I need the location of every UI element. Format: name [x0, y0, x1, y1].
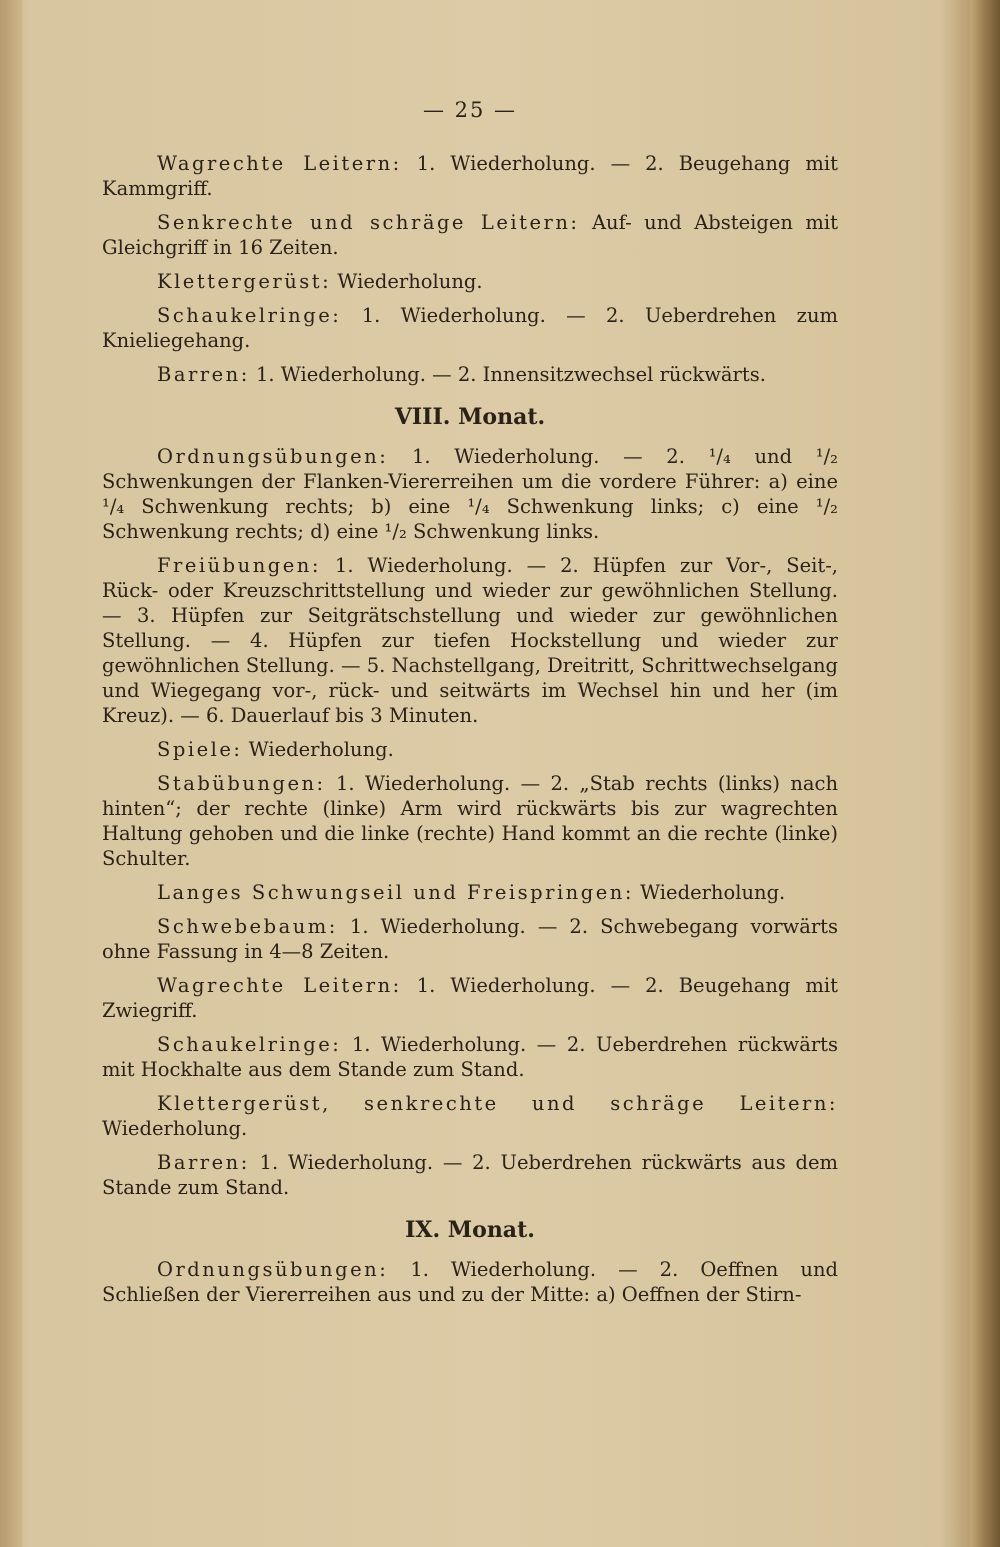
exercise-paragraph — [102, 210, 838, 260]
section-heading: IX. Monat. — [405, 1217, 535, 1243]
exercise-paragraph — [102, 973, 838, 1023]
sections-container — [102, 151, 838, 1307]
exercise-term: Schaukelringe: — [157, 304, 342, 327]
exercise-paragraph — [102, 1150, 838, 1200]
exercise-paragraph — [102, 771, 838, 871]
exercise-term: Klettergerüst: — [157, 270, 332, 293]
exercise-term: Barren: — [157, 363, 250, 386]
exercise-paragraph — [102, 880, 838, 905]
exercise-term: Klettergerüst, senkrechte und schräge Leitern: — [157, 1092, 838, 1115]
section — [102, 151, 838, 387]
exercise-term: Schaukelringe: — [157, 1033, 342, 1056]
exercise-term: Stabübungen: — [157, 772, 326, 795]
exercise-paragraph — [102, 1091, 838, 1141]
exercise-paragraph — [102, 553, 838, 728]
exercise-term: Barren: — [157, 1151, 250, 1174]
page-binding-edge — [0, 0, 22, 1547]
exercise-text: 1. Wiederholung. — 2. Ueberdrehen zum Knieliegehang. — [102, 304, 838, 352]
exercise-paragraph — [102, 151, 838, 201]
section-heading: VIII. Monat. — [394, 404, 546, 430]
exercise-term: Senkrechte und schräge Leitern: — [157, 211, 580, 234]
exercise-term: Wagrechte Leitern: — [157, 152, 402, 175]
exercise-paragraph — [102, 303, 838, 353]
exercise-paragraph — [102, 1032, 838, 1082]
exercise-term: Spiele: — [157, 738, 243, 761]
exercise-text: 1. Wiederholung. — 2. Beugehang mit Zwiegriff. — [102, 974, 838, 1022]
exercise-text: 1. Wiederholung. — 2. ¹/₄ und ¹/₂ Schwenkungen der Flanken-Viererreihen um die vordere Führer: a) eine ¹/₄ Schwenkung rechts; b) eine ¹/₄ Schwenkung links; c) eine ¹/₂ Schwenkung rechts; d) eine ¹/₂ Schwenkung links. — [102, 445, 838, 543]
exercise-text: Wiederholung. — [242, 738, 394, 761]
exercise-text: Wiederholung. — [331, 270, 483, 293]
section — [102, 405, 838, 1200]
exercise-text: 1. Wiederholung. — 2. Schwebegang vorwärts ohne Fassung in 4—8 Zeiten. — [102, 915, 838, 963]
exercise-term: Wagrechte Leitern: — [157, 974, 402, 997]
exercise-text: Auf- und Absteigen mit Gleichgriff in 16 Zeiten. — [102, 211, 838, 259]
exercise-text: 1. Wiederholung. — 2. Ueberdrehen rückwärts aus dem Stande zum Stand. — [102, 1151, 838, 1199]
exercise-paragraph — [102, 269, 838, 294]
exercise-paragraph — [102, 444, 838, 544]
exercise-paragraph — [102, 1257, 838, 1307]
exercise-text: 1. Wiederholung. — 2. Hüpfen zur Vor-, Seit-, Rück- oder Kreuzschrittstellung und wieder zur gewöhnlichen Stellung. — 3. Hüpfen zur Seitgrätschstellung und wieder zur gewöhnlichen Stellung. — 4. Hüpfen zur tiefen Hockstellung und wieder zur gewöhnlichen Stellung. — 5. Nachstellgang, Dreitritt, Schrittwechselgang und Wiegegang vor-, rück- und seitwärts im Wechsel hin und her (im Kreuz). — 6. Dauerlauf bis 3 Minuten. — [102, 554, 839, 727]
exercise-text: 1. Wiederholung. — 2. Oeffnen und Schließen der Viererreihen aus und zu der Mitte: a) Oeffnen der Stirn- — [102, 1258, 838, 1306]
exercise-text: Wiederholung. — [633, 881, 786, 904]
page-content — [102, 98, 838, 1316]
exercise-text: 1. Wiederholung. — 2. Beugehang mit Kammgriff. — [102, 152, 838, 200]
section — [102, 1218, 838, 1307]
exercise-text: 1. Wiederholung. — 2. Ueberdrehen rückwärts mit Hockhalte aus dem Stande zum Stand. — [102, 1033, 838, 1081]
exercise-paragraph — [102, 914, 838, 964]
exercise-term: Schwebebaum: — [157, 915, 338, 938]
exercise-term: Freiübungen: — [157, 554, 321, 577]
page-right-edge — [970, 0, 1000, 1547]
exercise-text: Wiederholung. — [102, 1117, 248, 1140]
page-number: — 25 — — [422, 98, 518, 122]
exercise-term: Ordnungsübungen: — [157, 445, 389, 468]
exercise-term: Langes Schwungseil und Freispringen: — [157, 881, 634, 904]
exercise-text: 1. Wiederholung. — 2. „Stab rechts (links) nach hinten“; der rechte (linke) Arm wird rückwärts bis zur wagrechten Haltung gehoben und die linke (rechte) Hand kommt an die rechte (linke) Schulter. — [102, 772, 838, 870]
exercise-term: Ordnungsübungen: — [157, 1258, 389, 1281]
exercise-paragraph — [102, 362, 838, 387]
exercise-paragraph — [102, 737, 838, 762]
exercise-text: 1. Wiederholung. — 2. Innensitzwechsel rückwärts. — [249, 363, 766, 386]
